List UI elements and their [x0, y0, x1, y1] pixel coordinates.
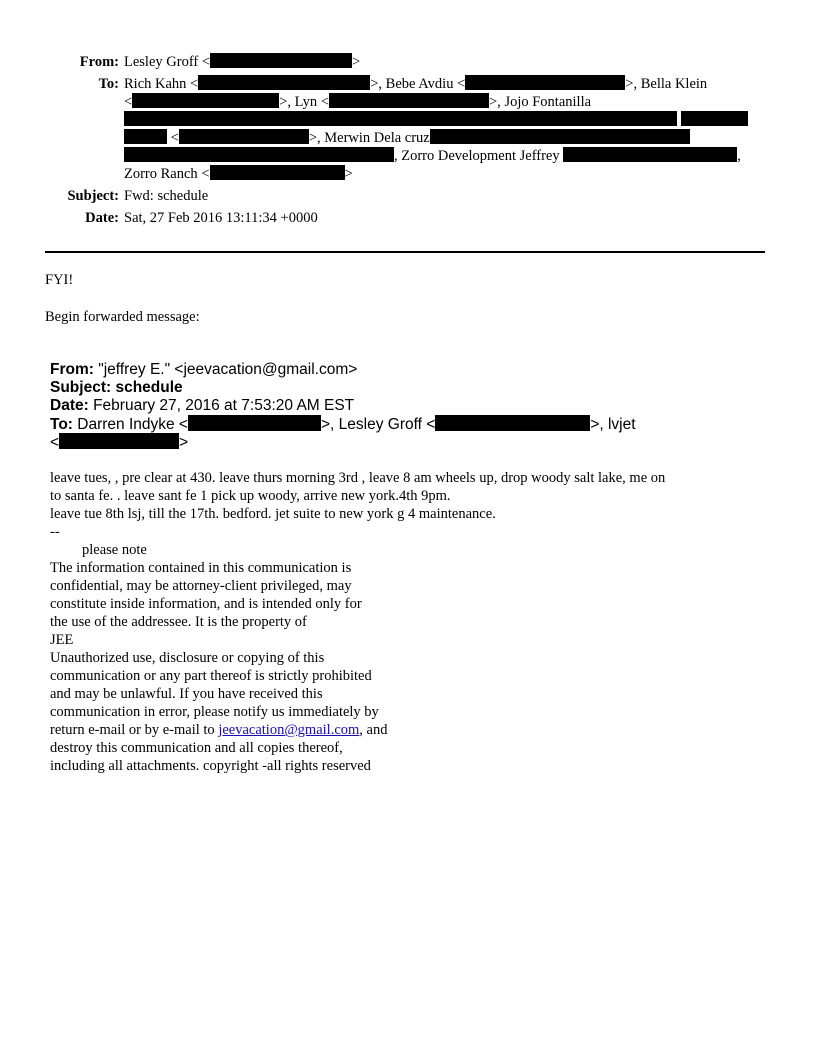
- to-recipient: Merwin Dela cruz: [324, 130, 430, 146]
- redaction: [563, 147, 737, 162]
- redaction: [435, 415, 590, 431]
- date-label: Date:: [85, 210, 119, 226]
- body-line: please note: [82, 542, 147, 558]
- fwd-from-label: From:: [50, 361, 94, 378]
- to-line-6: Zorro Ranch < >: [124, 166, 353, 182]
- begin-forwarded-text: Begin forwarded message:: [45, 309, 200, 325]
- body-line: to santa fe. . leave sant fe 1 pick up woody, arrive new york.4th 9pm.: [50, 488, 451, 504]
- body-line: leave tues, , pre clear at 430. leave thurs morning 3rd , leave 8 am wheels up, drop woody salt lake, me on: [50, 470, 666, 486]
- header-divider: [45, 251, 765, 253]
- fwd-from-value: "jeffrey E." <jeevacation@gmail.com>: [98, 361, 358, 378]
- to-recipient: Zorro Ranch: [124, 166, 198, 182]
- fwd-from-row: [50, 361, 357, 379]
- to-line-5: , Zorro Development Jeffrey ,: [124, 147, 760, 165]
- from-name: Lesley Groff: [124, 54, 199, 70]
- to-recipient: Zorro Development Jeffrey: [401, 148, 560, 164]
- fwd-date-row: [50, 397, 354, 415]
- date-value: Sat, 27 Feb 2016 13:11:34 +0000: [124, 210, 318, 226]
- fwd-to-recipient: lvjet: [607, 416, 636, 433]
- to-recipient: Lyn: [294, 94, 318, 110]
- fwd-to-row-2: < >: [50, 434, 189, 451]
- disclaimer-line: [50, 721, 387, 739]
- redaction: [465, 75, 625, 90]
- disclaimer-line: communication or any part thereof is strictly prohibited: [50, 668, 372, 684]
- body-line: leave tue 8th lsj, till the 17th. bedford. jet suite to new york g 4 maintenance.: [50, 506, 496, 522]
- disclaimer-text: return e-mail or by e-mail to: [50, 722, 219, 738]
- redaction: [681, 111, 748, 126]
- disclaimer-line: destroy this communication and all copies thereof,: [50, 740, 343, 756]
- disclaimer-line: communication in error, please notify us immediately by: [50, 704, 379, 720]
- to-line-4: < >, Merwin Dela cruz: [124, 129, 760, 147]
- disclaimer-text: , and: [359, 722, 388, 738]
- fwd-subject-row: [50, 379, 183, 397]
- fwd-to-recipient: Lesley Groff: [338, 416, 422, 433]
- fyi-text: FYI!: [45, 272, 74, 288]
- to-recipient: Jojo Fontanilla: [504, 94, 592, 110]
- fwd-date-value: February 27, 2016 at 7:53:20 AM EST: [93, 397, 355, 414]
- disclaimer-line: The information contained in this communication is: [50, 560, 352, 576]
- to-line-1: Rich Kahn < >, Bebe Avdiu < >, Bella Klein: [124, 76, 708, 92]
- to-recipient: Bebe Avdiu: [385, 76, 454, 92]
- subject-value: Fwd: schedule: [124, 188, 209, 204]
- redaction: [188, 415, 321, 431]
- body-line: --: [50, 524, 60, 540]
- fwd-date-label: Date:: [50, 397, 89, 414]
- subject-label: Subject:: [67, 188, 119, 204]
- to-recipient: Rich Kahn: [124, 76, 187, 92]
- redaction: [132, 93, 279, 108]
- redaction: [210, 165, 345, 180]
- disclaimer-line: confidential, may be attorney-client privileged, may: [50, 578, 352, 594]
- fwd-to-row: To: Darren Indyke < >, Lesley Groff < >, lvjet: [50, 416, 636, 433]
- to-recipient: Bella Klein: [640, 76, 708, 92]
- redaction: [179, 129, 309, 144]
- redaction: [430, 129, 690, 144]
- redaction: [124, 111, 677, 126]
- redaction: [124, 129, 167, 144]
- fwd-subject-label: Subject:: [50, 379, 112, 396]
- disclaimer-line: including all attachments. copyright -all rights reserved: [50, 758, 371, 774]
- to-label: To:: [98, 76, 119, 92]
- from-label: From:: [79, 54, 119, 70]
- fwd-subject-value: schedule: [115, 379, 183, 396]
- redaction: [198, 75, 370, 90]
- fwd-to-label: To:: [50, 416, 73, 433]
- redaction: [210, 53, 352, 68]
- email-link[interactable]: jeevacation@gmail.com: [218, 722, 360, 738]
- to-line-3: [124, 111, 760, 129]
- redaction: [329, 93, 489, 108]
- to-line-2: < >, Lyn < >, Jojo Fontanilla: [124, 94, 592, 110]
- fwd-to-recipient: Darren Indyke: [77, 416, 175, 433]
- disclaimer-line: and may be unlawful. If you have received this: [50, 686, 323, 702]
- redaction: [124, 147, 394, 162]
- redaction: [59, 433, 179, 449]
- disclaimer-line: the use of the addressee. It is the property of: [50, 614, 307, 630]
- disclaimer-line: Unauthorized use, disclosure or copying of this: [50, 650, 325, 666]
- disclaimer-line: constitute inside information, and is intended only for: [50, 596, 362, 612]
- disclaimer-line: JEE: [50, 632, 74, 648]
- from-value: Lesley Groff < >: [124, 54, 361, 70]
